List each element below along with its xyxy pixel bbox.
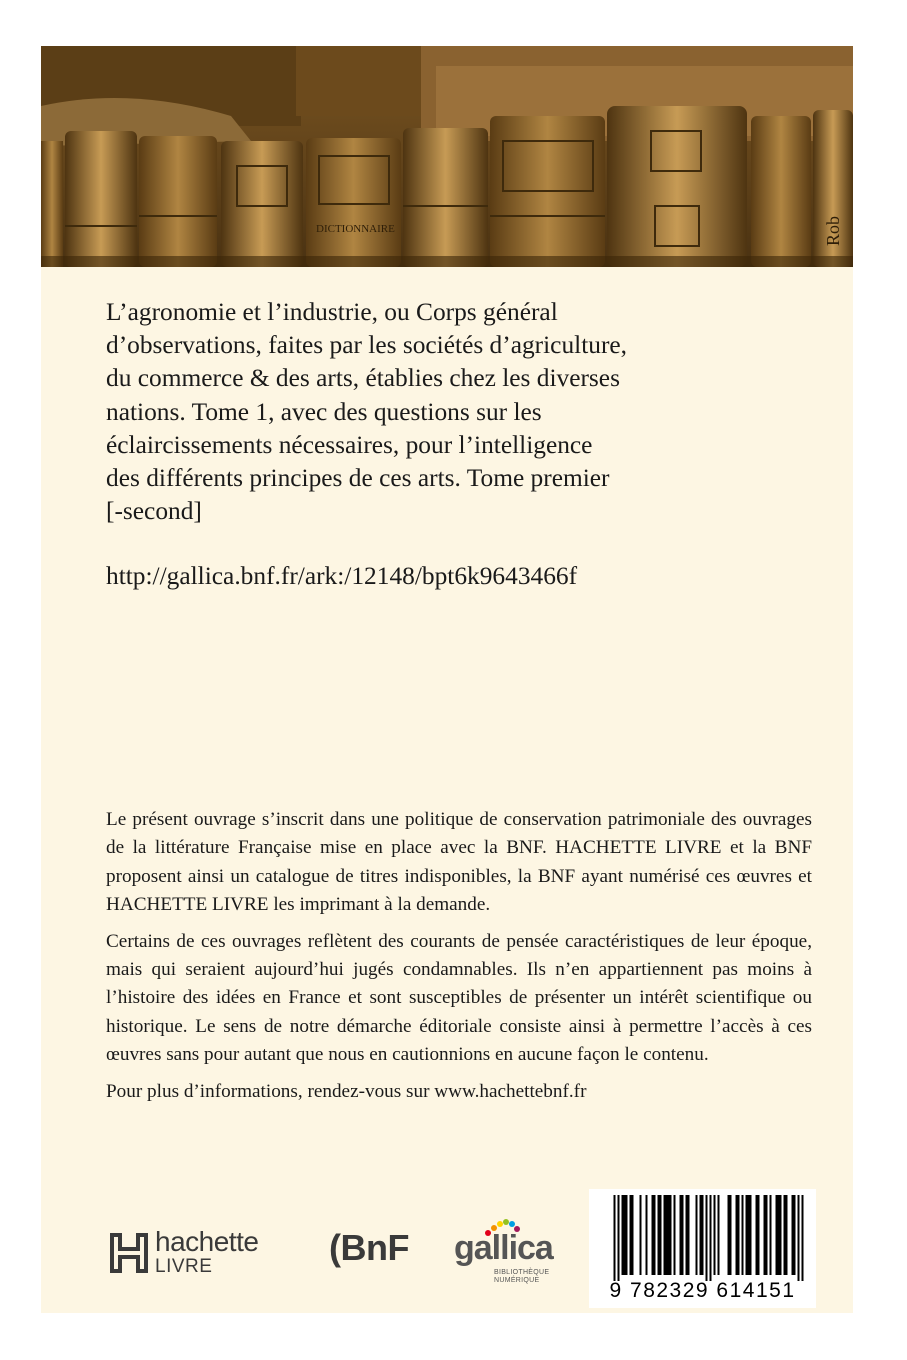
barcode-bar <box>658 1195 660 1275</box>
book-back-cover <box>41 46 853 1313</box>
barcode-bar <box>750 1195 752 1275</box>
spine-text-1: DICTIONNAIRE <box>316 223 395 235</box>
barcode-bar <box>640 1195 642 1275</box>
gallica-subtitle-2: NUMÉRIQUE <box>494 1277 540 1284</box>
barcode-bar <box>632 1195 634 1275</box>
notice-paragraph-1: Le présent ouvrage s’inscrit dans une politique de conservation patrimoniale des ouvrages de la littérature Française mise en place avec la BNF. HACHETTE LIVRE et la BNF proposent ainsi un catalogue de titres indisponibles, la BNF ayant numérisé ces œuvres et HACHETTE LIVRE les imprimant à la demande. <box>106 809 812 916</box>
bookshelf-illustration <box>41 46 853 267</box>
barcode-bar <box>680 1195 682 1275</box>
barcode-bar <box>738 1195 740 1275</box>
title-line: [-second] <box>106 497 202 526</box>
barcode-bar <box>736 1195 738 1275</box>
barcode-bar <box>764 1195 766 1275</box>
isbn-number: 9 782329 614151 <box>609 1279 796 1302</box>
barcode-bar <box>654 1195 656 1275</box>
barcode-bar <box>794 1195 796 1275</box>
gallica-subtitle-1: BIBLIOTHÈQUE <box>494 1269 550 1276</box>
barcode-bar <box>766 1195 768 1275</box>
barcode-bar <box>652 1195 654 1275</box>
barcode-bar <box>746 1195 748 1275</box>
publisher-notice <box>106 806 812 1114</box>
barcode-bar <box>784 1195 786 1275</box>
gallica-logo <box>454 1221 564 1291</box>
barcode-bar <box>674 1195 676 1275</box>
barcode-bar <box>706 1195 708 1281</box>
barcode-bar <box>614 1195 616 1281</box>
barcode-bar <box>802 1195 804 1281</box>
bnf-logo: (BnF <box>329 1227 409 1268</box>
barcode-bar <box>748 1195 750 1275</box>
title-line: nations. Tome 1, avec des questions sur les <box>106 397 542 426</box>
barcode-bar <box>718 1195 720 1275</box>
title-line: L’agronomie et l’industrie, ou Corps général <box>106 298 558 326</box>
hachette-wordmark: hachette <box>155 1226 259 1257</box>
barcode-bar <box>702 1195 704 1275</box>
barcode-bar <box>646 1195 648 1275</box>
barcode-bar <box>728 1195 730 1275</box>
spine-text-2: Rob <box>823 215 843 246</box>
publisher-logos <box>109 1221 589 1291</box>
cover-photo-old-books <box>41 46 853 267</box>
title-line: éclaircissements nécessaires, pour l’intelligence <box>106 430 593 459</box>
barcode-bar <box>624 1195 626 1275</box>
barcode-bar <box>686 1195 688 1275</box>
barcode-bar <box>660 1195 662 1275</box>
barcode-bar <box>714 1195 716 1275</box>
barcode-bar <box>700 1195 702 1275</box>
barcode-bar <box>696 1195 698 1275</box>
hachette-h-icon <box>109 1229 149 1277</box>
barcode-bars <box>589 1189 816 1281</box>
barcode-bar <box>668 1195 670 1275</box>
barcode-bar <box>756 1195 758 1275</box>
barcode-bar <box>618 1195 620 1281</box>
barcode-bar <box>666 1195 668 1275</box>
barcode-bar <box>778 1195 780 1275</box>
livre-wordmark: LIVRE <box>155 1256 213 1277</box>
barcode-bar <box>626 1195 628 1275</box>
barcode-bar <box>786 1195 788 1275</box>
barcode-bar <box>630 1195 632 1275</box>
barcode-bar <box>664 1195 666 1275</box>
barcode-bar <box>792 1195 794 1275</box>
title-line: des différents principes de ces arts. Tome premier <box>106 464 610 493</box>
hachette-livre-logo <box>109 1221 258 1285</box>
isbn-barcode <box>589 1189 816 1308</box>
barcode-bar <box>710 1195 712 1281</box>
title-line: du commerce & des arts, établies chez les diverses <box>106 364 620 393</box>
barcode-bar <box>670 1195 672 1275</box>
notice-paragraph-3: Pour plus d’informations, rendez-vous sur www.hachettebnf.fr <box>106 1080 587 1102</box>
barcode-bar <box>730 1195 732 1275</box>
barcode-bar <box>758 1195 760 1275</box>
book-title <box>106 296 826 528</box>
gallica-url: http://gallica.bnf.fr/ark:/12148/bpt6k9643466f <box>106 562 578 590</box>
barcode-bar <box>688 1195 690 1275</box>
barcode-bar <box>742 1195 744 1275</box>
notice-paragraph-2: Certains de ces ouvrages reflètent des courants de pensée caractéristiques de leur époque, mais qui seraient aujourd’hui jugés condamnables. Ils n’en appartiennent pas moins à l’histoire des idées en France et sont susceptibles de présenter un intérêt scientifique ou historique. Le sens de notre démarche éditoriale consiste ainsi à permettre l’accès à ces œuvres sans pour autant que nous en cautionnions en aucune façon le contenu. <box>106 930 812 1066</box>
barcode-bar <box>798 1195 800 1281</box>
barcode-bar <box>770 1195 772 1275</box>
gallica-wordmark: gallica <box>454 1229 553 1267</box>
title-line: d’observations, faites par les sociétés d’agriculture, <box>106 331 628 360</box>
barcode-bar <box>622 1195 624 1275</box>
barcode-bar <box>776 1195 778 1275</box>
barcode-bar <box>682 1195 684 1275</box>
barcode-bar <box>780 1195 782 1275</box>
